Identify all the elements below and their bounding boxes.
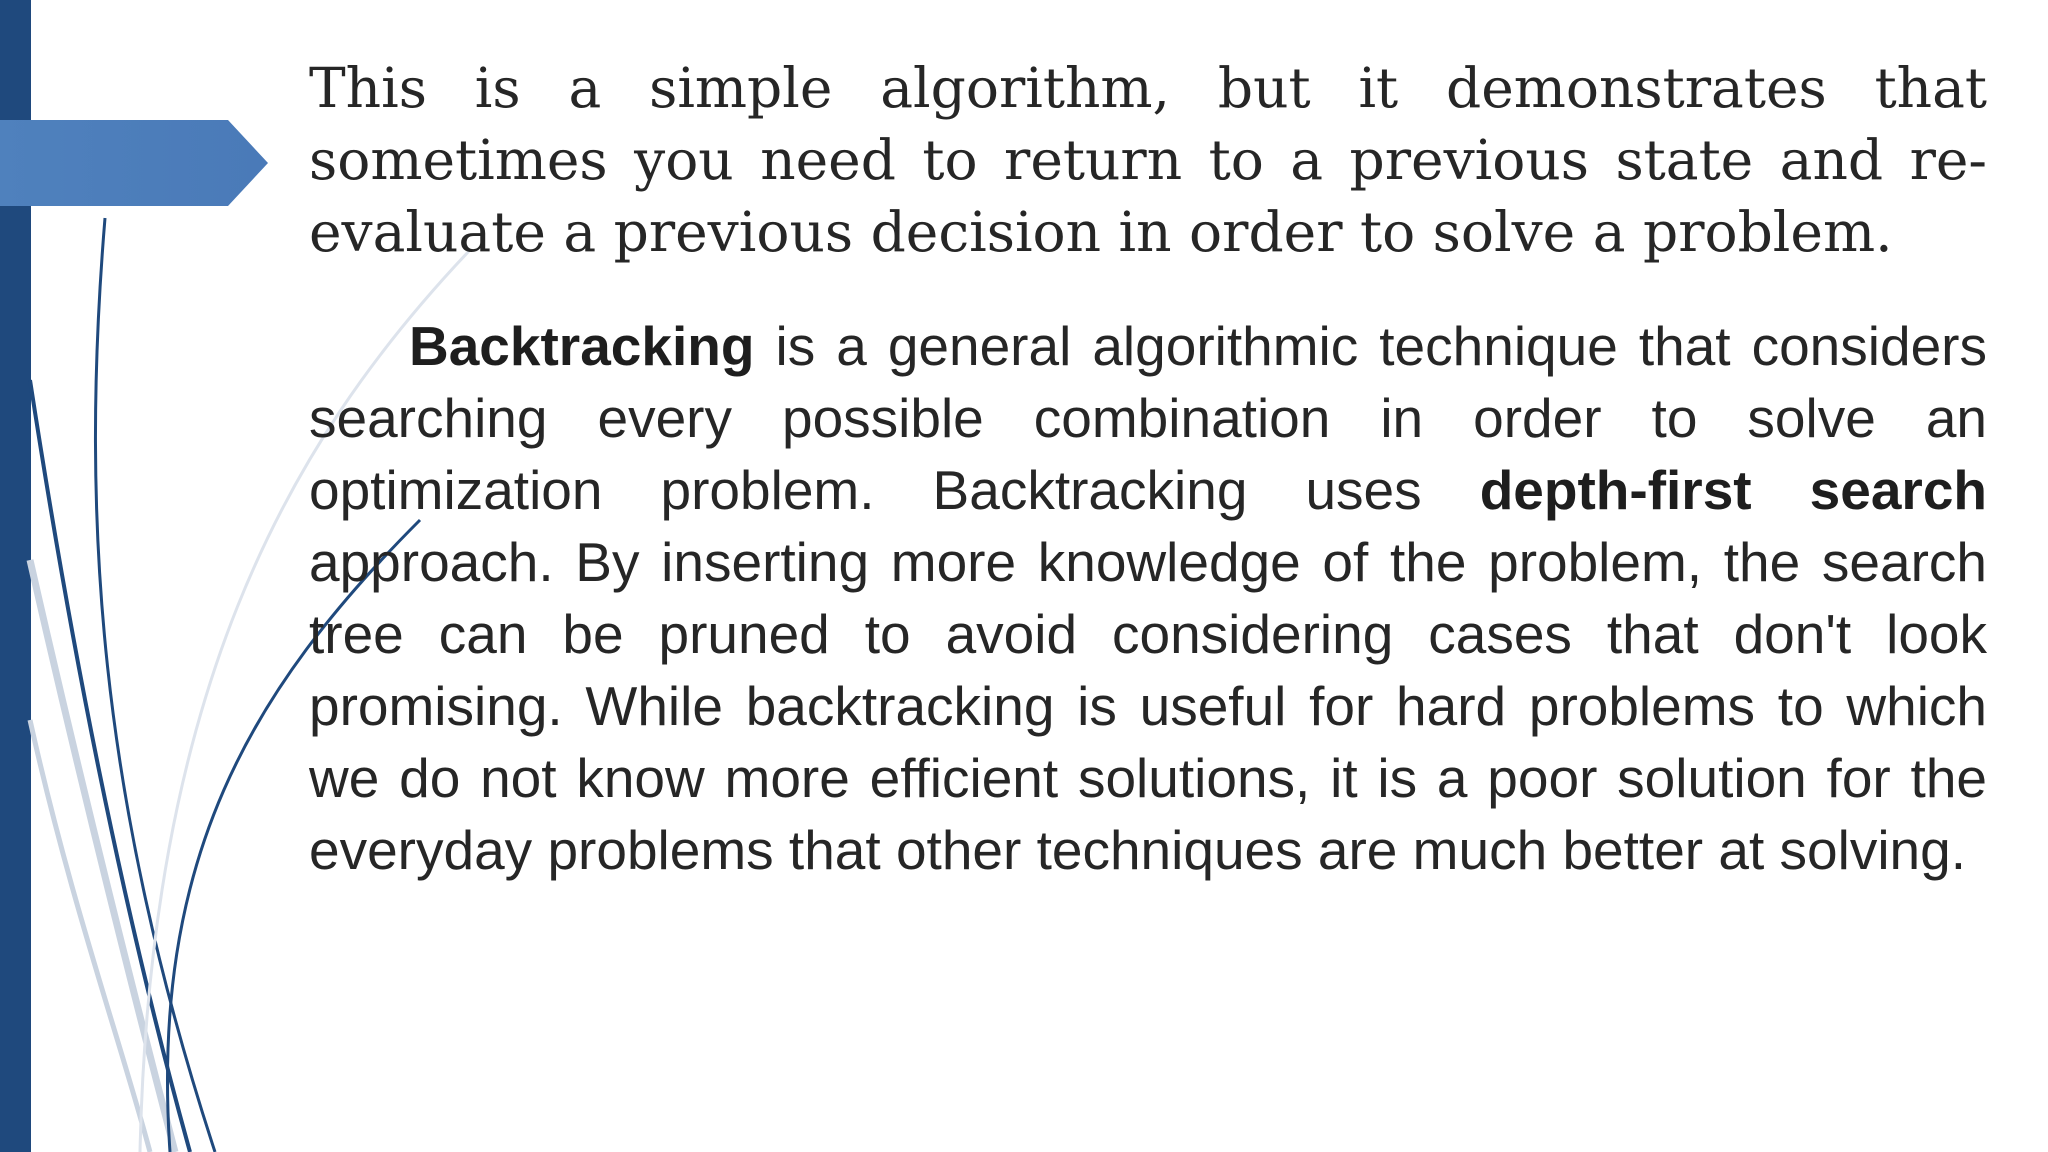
intro-paragraph: This is a simple algorithm, but it demonstrates that sometimes you need to return to a previous state and re-evaluate a previous decision in order to solve a problem.	[309, 56, 1987, 264]
arrow-tab	[0, 120, 270, 206]
term-depth-first-search: depth-first search	[1479, 459, 1987, 521]
term-backtracking: Backtracking	[409, 315, 755, 377]
slide-content	[309, 52, 1987, 886]
backtracking-paragraph	[309, 310, 1987, 886]
body-text-part-2: approach. By inserting more knowledge of the problem, the search tree can be pruned to avoid considering cases that don't look promising. While backtracking is useful for hard problems to which we do not know more efficient solutions, it is a poor solution for the everyday problems that other techniques are much better at solving.	[309, 531, 1987, 881]
body-text-part-1: is a general algorithmic technique that considers searching every possible combination in order to solve an optimization problem. Backtracking uses	[309, 315, 1987, 521]
